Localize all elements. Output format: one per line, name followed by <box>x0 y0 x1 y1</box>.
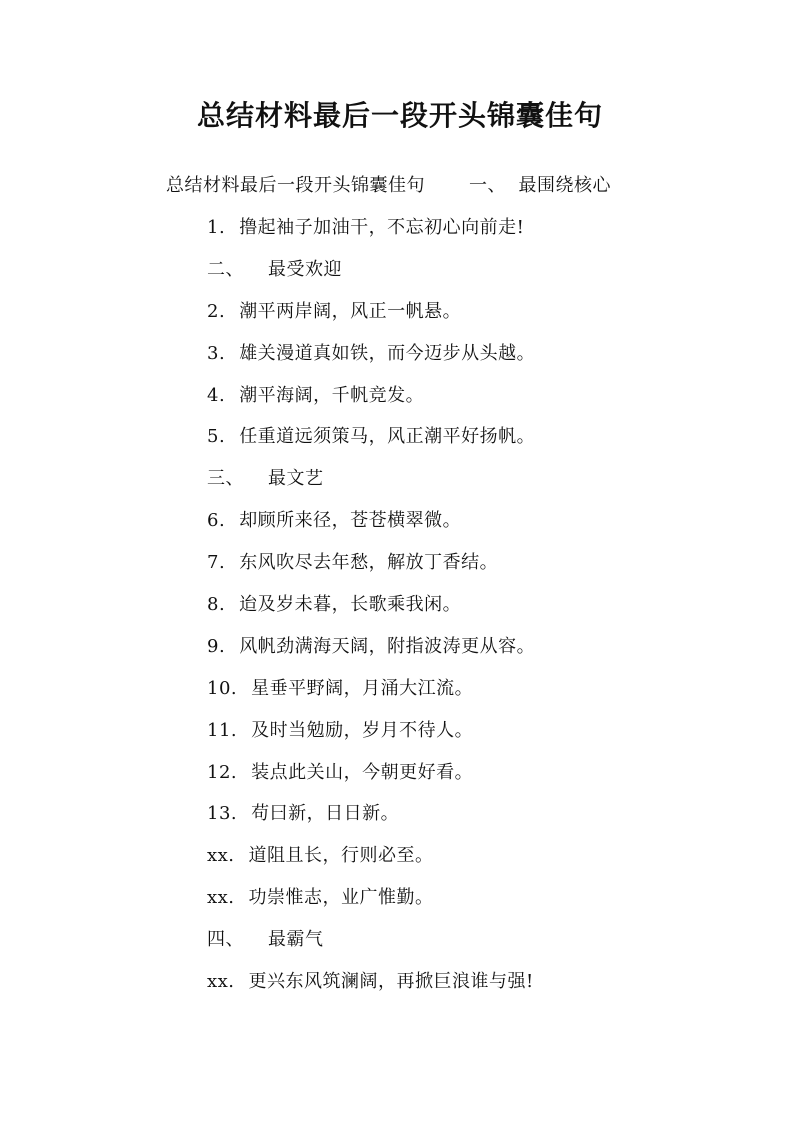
intro-text: 总结材料最后一段开头锦囊佳句 <box>166 175 425 196</box>
item-number: 13. <box>207 803 238 825</box>
item-number: 四、 <box>207 929 244 951</box>
item-number: 2. <box>207 300 226 322</box>
item-number: 5. <box>207 426 226 448</box>
list-item <box>207 591 767 633</box>
list-item <box>207 340 767 382</box>
item-number: 7. <box>207 552 226 574</box>
item-text: 装点此关山，今朝更好看。 <box>251 761 474 783</box>
list-item <box>207 382 767 424</box>
item-text: 潮平海阔，千帆竞发。 <box>239 384 425 406</box>
item-number: 8. <box>207 594 226 616</box>
list-item <box>207 549 767 591</box>
list-item <box>207 298 767 340</box>
sentence-list <box>207 214 767 1010</box>
list-item <box>207 800 767 842</box>
item-text: 撸起袖子加油干，不忘初心向前走! <box>239 217 525 238</box>
item-text: 更兴东风筑澜阔，再掀巨浪谁与强! <box>248 971 534 993</box>
item-text: 东风吹尽去年愁，解放丁香结。 <box>239 552 499 574</box>
item-text: 星垂平野阔，月涌大江流。 <box>251 677 474 699</box>
list-item <box>207 884 767 926</box>
list-item <box>207 842 767 884</box>
item-text: 却顾所来径，苍苍横翠微。 <box>239 510 462 532</box>
item-number: 1. <box>207 217 226 238</box>
item-number: 12. <box>207 761 238 783</box>
item-number: 10. <box>207 677 238 699</box>
section-title: 最围绕核心 <box>518 175 611 196</box>
item-text: 任重道远须策马，风正潮平好扬帆。 <box>239 426 536 448</box>
item-text: 潮平两岸阔，风正一帆悬。 <box>239 300 462 322</box>
item-text: 及时当勉励，岁月不待人。 <box>251 719 474 741</box>
item-number: 6. <box>207 510 226 532</box>
item-text: 最受欢迎 <box>268 258 342 280</box>
list-item <box>207 423 767 465</box>
item-number: xx. <box>207 887 235 909</box>
list-item <box>207 214 767 256</box>
item-text: 道阻且长，行则必至。 <box>248 845 434 867</box>
section-heading <box>207 926 767 968</box>
item-number: 4. <box>207 384 226 406</box>
item-text: 苟曰新，日日新。 <box>251 803 400 825</box>
item-number: xx. <box>207 971 235 993</box>
item-text: 功崇惟志，业广惟勤。 <box>248 887 434 909</box>
list-item <box>207 717 767 759</box>
intro-line <box>166 172 726 200</box>
item-text: 最文艺 <box>268 468 324 490</box>
item-text: 迨及岁未暮，长歌乘我闲。 <box>239 594 462 616</box>
list-item <box>207 633 767 675</box>
item-text: 雄关漫道真如铁，而今迈步从头越。 <box>239 342 536 364</box>
item-text: 风帆劲满海天阔，附指波涛更从容。 <box>239 635 536 657</box>
section-heading <box>207 256 767 298</box>
section-number: 一、 <box>469 175 506 196</box>
section-heading <box>207 465 767 507</box>
item-number: 三、 <box>207 468 244 490</box>
document-title: 总结材料最后一段开头锦囊佳句 <box>196 99 603 132</box>
item-text: 最霸气 <box>268 929 324 951</box>
item-number: 二、 <box>207 258 244 280</box>
list-item <box>207 759 767 801</box>
list-item <box>207 968 767 1010</box>
item-number: 11. <box>207 719 238 741</box>
item-number: 9. <box>207 635 226 657</box>
item-number: 3. <box>207 342 226 364</box>
list-item <box>207 675 767 717</box>
item-number: xx. <box>207 845 235 867</box>
list-item <box>207 507 767 549</box>
